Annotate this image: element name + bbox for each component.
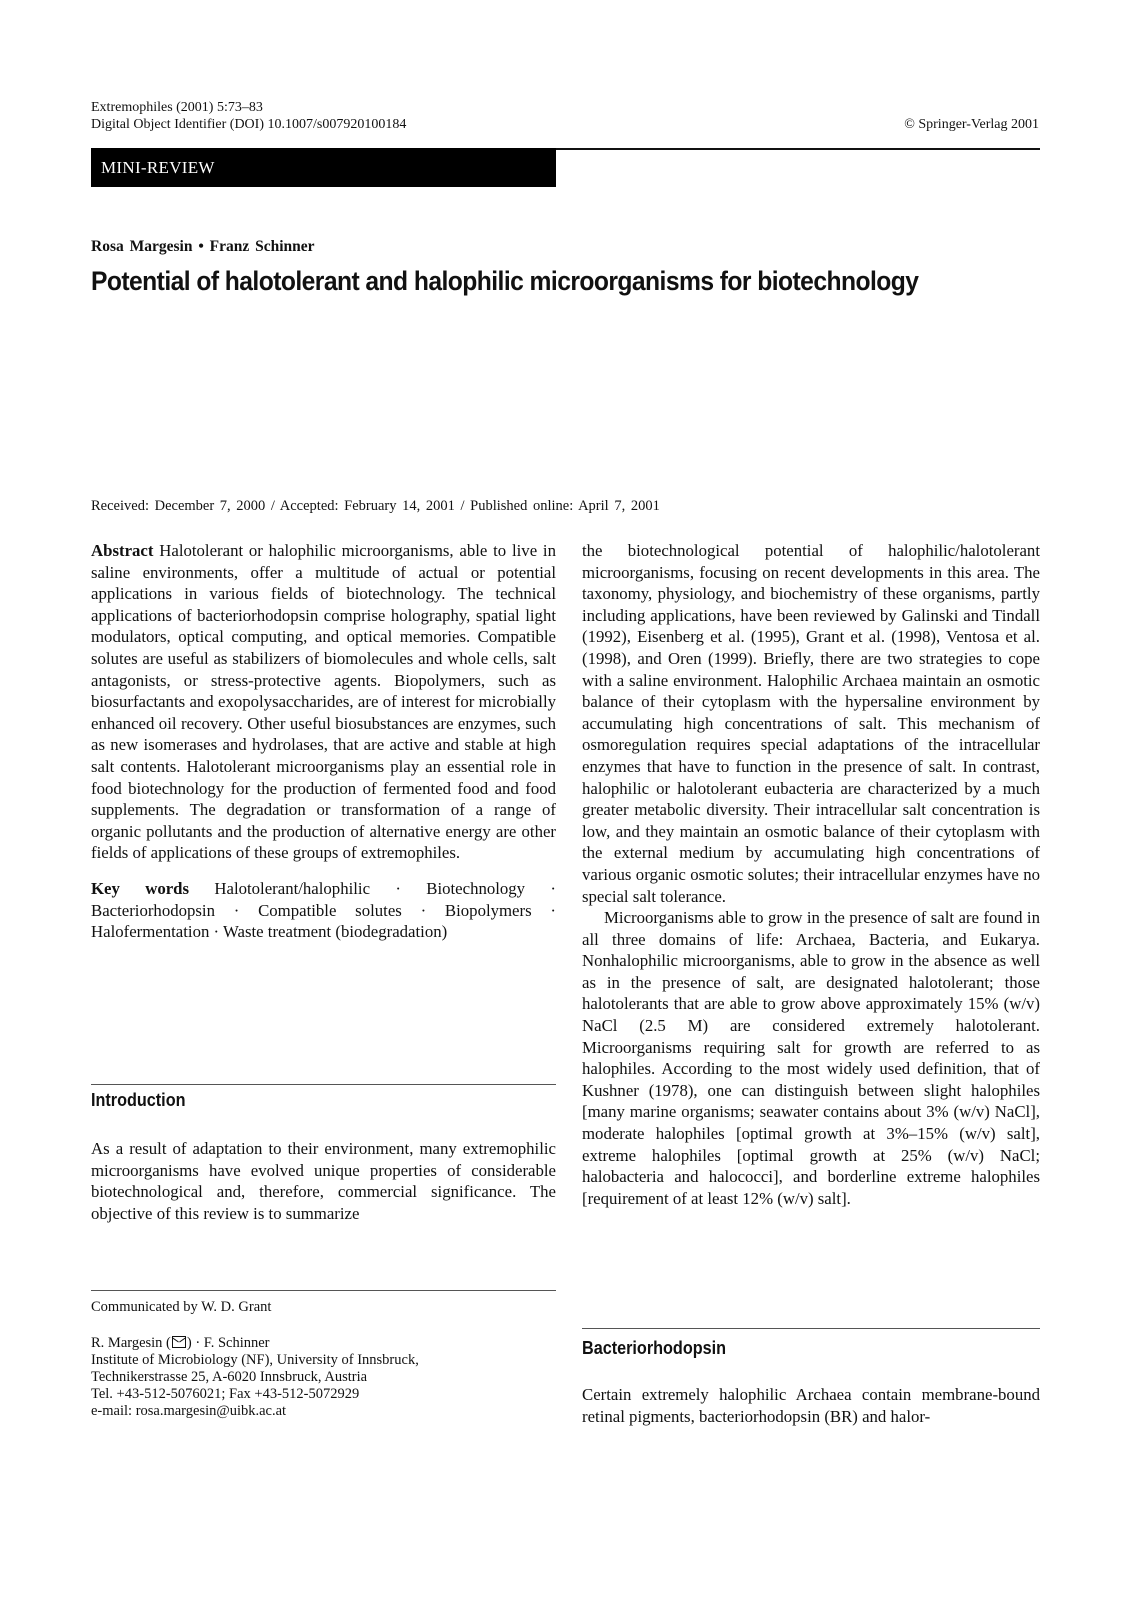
section-label: MINI-REVIEW [91,148,556,187]
footnote-rule [91,1290,556,1291]
institute: Institute of Microbiology (NF), University of Innsbruck, [91,1352,419,1368]
body-paragraph-2: Microorganisms able to grow in the presence of salt are found in all three domains of life: Archaea, Bacteria, and Eukarya. Nonhalophilic microorganisms, able to grow in the absence as well as in the presence of salt, are designated halotolerant; those halotolerants that are able to grow above approximately 15% (w/v) NaCl (2.5 M) are considered extremely halotolerant. Microorganisms requiring salt for growth are referred to as halophiles. According to the most widely used definition, that of Kushner (1978), one can distinguish between slight halophiles [many marine organisms; seawater contains about 3% (w/v) NaCl], moderate halophiles [optimal growth at 3%–15% (w/v) salt], extreme halophiles [optimal growth at 25% (w/v) NaCl; halobacteria and halococci], and borderline extreme halophiles [requirement of at least 12% (w/v) salt]. [582,908,1040,1208]
right-column [582,540,1040,1209]
communicated-by: Communicated by W. D. Grant [91,1299,272,1315]
article-title: Potential of halotolerant and halophilic microorganisms for biotechnology [91,266,919,296]
body-paragraph-1: the biotechnological potential of halophilic/halotolerant microorganisms, focusing on recent developments in this area. The taxonomy, physiology, and biochemistry of these organisms, partly including applications, have been reviewed by Galinski and Tindall (1992), Eisenberg et al. (1995), Grant et al. (1998), Ventosa et al. (1998), and Oren (1999). Briefly, there are two strategies to cope with a saline environment. Halophilic Archaea maintain an osmotic balance of their cytoplasm with the hypersaline environment by accumulating high concentrations of salt. This mechanism of osmoregulation requires special adaptations of the intracellular enzymes that have to function in the presence of salt. In contrast, halophilic or halotolerant eubacteria are characterized by a much greater metabolic diversity. Their intracellular salt concentration is low, and they maintain an osmotic balance of their cytoplasm with the external medium by accumulating high concentrations of various organic osmotic solutes; their intracellular enzymes have no special salt tolerance. [582,541,1040,906]
copyright-notice: © Springer-Verlag 2001 [904,117,1039,132]
keywords-label: Key words [91,878,190,898]
authors: Rosa Margesin • Franz Schinner [91,238,315,255]
author-affiliation [91,1335,419,1420]
bacteriorhodopsin-heading-wrap [582,1338,742,1359]
bacteriorhodopsin-paragraph: Certain extremely halophilic Archaea contain membrane-bound retinal pigments, bacteriorhodopsin (BR) and halor- [582,1385,1040,1426]
keywords-text: Halotolerant/halophilic · Biotechnology · Bacteriorhodopsin · Compatible solutes · Biopolymers · Halofermentation · Waste treatment (biodegradation) [91,878,556,942]
introduction-heading-wrap [91,1090,196,1111]
header-rule [556,148,1040,150]
journal-header [91,99,406,133]
bacteriorhodopsin-rule [582,1328,1040,1329]
doi-line: Digital Object Identifier (DOI) 10.1007/s007920100184 [91,117,407,132]
bacteriorhodopsin-heading: Bacteriorhodopsin [582,1338,727,1358]
abstract-text: Halotolerant or halophilic microorganisms, able to live in saline environments, offer a multitude of actual or potential applications in various fields of biotechnology. The technical applications of bacteriorhodopsin comprise holography, spatial light modulators, optical computing, and optical memories. Compatible solutes are useful as stabilizers of biomolecules and whole cells, salt antagonists, or stress-protective agents. Biopolymers, such as biosurfactants and exopolysaccharides, are of interest for microbially enhanced oil recovery. Other useful biosubstances are enzymes, such as new isomerases and hydrolases, that are active and stable at high salt contents. Halotolerant microorganisms play an essential role in food biotechnology for the production of fermented food and food supplements. The degradation or transformation of a range of organic pollutants and the production of alternative energy are other fields of applications of these groups of extremophiles. [91,541,556,863]
abstract-column [91,540,556,943]
introduction-paragraph: As a result of adaptation to their environment, many extremophilic microorganisms have evolved unique properties of considerable biotechnological and, therefore, commercial significance. The objective of this review is to summarize [91,1139,556,1223]
phone-fax: Tel. +43-512-5076021; Fax +43-512-5072929 [91,1386,360,1402]
introduction-rule [91,1084,556,1085]
journal-citation: Extremophiles (2001) 5:73–83 [91,100,263,115]
abstract-label: Abstract [91,541,154,560]
publication-dates: Received: December 7, 2000 / Accepted: February 14, 2001 / Published online: April 7, 2001 [91,498,660,514]
corresponding-authors: R. Margesin ( ) · F. Schinner [91,1335,270,1351]
envelope-icon [172,1336,186,1348]
introduction-heading: Introduction [91,1090,186,1110]
abstract [91,540,556,864]
email: e-mail: rosa.margesin@uibk.ac.at [91,1403,287,1419]
address: Technikerstrasse 25, A-6020 Innsbruck, Austria [91,1369,368,1385]
keywords [91,878,556,943]
